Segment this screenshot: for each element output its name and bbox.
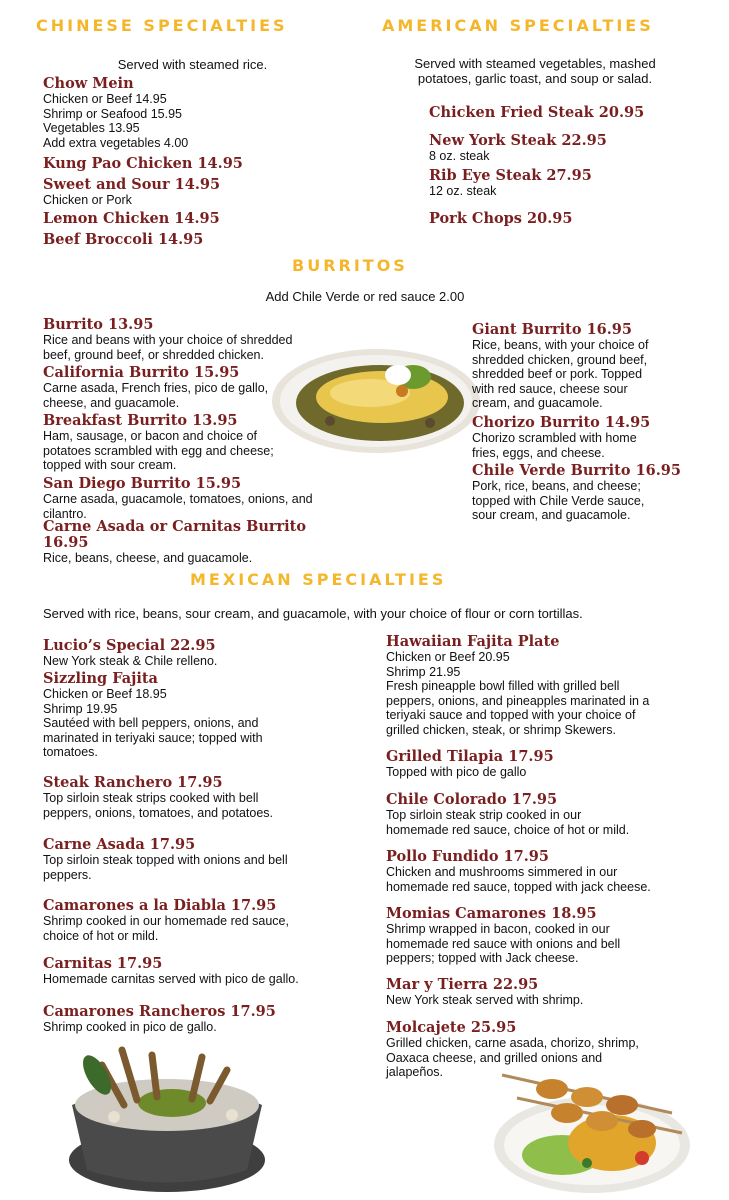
desc-line: Shrimp cooked in our homemade red sauce, [43,914,289,928]
menu-item-hawaiian-fajita [386,634,649,737]
menu-item-chow-mein [43,76,188,150]
item-name: Carnitas 17.95 [43,955,163,972]
desc-line: peppers; topped with Jack cheese. [386,951,579,965]
item-desc [429,184,592,199]
item-name: Pollo Fundido 17.95 [386,848,549,865]
item-desc [386,765,554,780]
desc-line: Shrimp or Seafood 15.95 [43,106,182,121]
item-desc [43,1020,276,1035]
menu-item-new-york-steak [429,133,607,164]
item-name: Pork Chops 20.95 [429,210,573,227]
desc-line: Shrimp wrapped in bacon, cooked in our [386,922,610,936]
item-name: Breakfast Burrito 13.95 [43,412,238,429]
desc-line: 12 oz. steak [429,184,497,198]
desc-line: Ham, sausage, or bacon and choice of [43,429,258,443]
note-line: potatoes, garlic toast, and soup or salad. [417,71,653,86]
section-title-text: BURRITOS [292,256,408,275]
menu-item-beef-broccoli [43,232,203,248]
menu-item-carne-asada [43,837,288,882]
item-name: Molcajete 25.95 [386,1019,517,1036]
skewer-plate-photo [492,1063,692,1195]
item-name: Camarones Rancheros 17.95 [43,1003,276,1020]
item-desc [43,972,299,987]
desc-line: Rice and beans with your choice of shredded [43,333,293,347]
item-desc [386,650,649,737]
item-name: Camarones a la Diabla 17.95 [43,897,277,914]
burritos-note: Add Chile Verde or red sauce 2.00 [265,289,465,304]
item-desc [43,914,289,943]
item-name: Chile Colorado 17.95 [386,791,558,808]
item-name: Kung Pao Chicken 14.95 [43,155,243,172]
desc-line: Carne asada, French fries, pico de gallo, [43,381,269,395]
mexican-specialties-title [190,570,446,589]
menu-item-camarones-diabla [43,898,289,943]
desc-line: topped with Chile Verde sauce, [472,493,645,508]
desc-line: Rice, beans, with your choice of [472,338,649,352]
menu-item-sizzling-fajita [43,671,263,760]
menu-item-lucios-special [43,638,217,669]
desc-line: beef, ground beef, or shredded chicken. [43,347,264,362]
desc-line: New York steak served with shrimp. [386,993,584,1007]
item-name: Sweet and Sour 14.95 [43,176,221,193]
menu-item-camarones-rancheros [43,1004,276,1035]
desc-line: Top sirloin steak topped with onions and bell [43,853,288,867]
menu-item-san-diego-burrito [43,476,313,521]
desc-line: Sautéed with bell peppers, onions, and [43,716,259,730]
molcajete-photo [62,1035,272,1195]
desc-line: Chicken or Beef 20.95 [386,650,510,664]
menu-item-carne-asada-burrito [43,519,313,566]
item-name: Chow Mein [43,75,134,92]
item-name: Momias Camarones 18.95 [386,905,597,922]
desc-line: with red sauce, cheese sour [472,381,628,396]
desc-line: Shrimp 21.95 [386,664,461,679]
desc-line: Chicken or Beef 18.95 [43,687,167,701]
item-desc [43,333,292,362]
desc-line: cream, and guacamole. [472,396,603,410]
item-desc [43,193,220,208]
menu-item-burrito [43,317,292,362]
item-name: Lucio’s Special 22.95 [43,637,216,654]
desc-line: shredded chicken, ground beef, [472,352,648,367]
desc-line: Chicken or Pork [43,193,132,207]
desc-line: fries, eggs, and cheese. [472,445,605,460]
item-name: Beef Broccoli 14.95 [43,231,204,248]
menu-item-sweet-sour [43,177,220,208]
item-desc [43,791,273,820]
menu-item-pork-chops [429,211,572,227]
mexican-note: Served with rice, beans, sour cream, and guacamole, with your choice of flour or corn tortillas. [43,606,583,621]
menu-item-steak-ranchero [43,775,273,820]
desc-line: homemade red sauce with onions and bell [386,936,621,951]
item-desc [43,381,268,410]
desc-line: shredded beef or pork. Topped [472,367,643,381]
american-note [375,56,695,86]
menu-item-breakfast-burrito [43,413,274,473]
desc-line: jalapeños. [386,1065,443,1079]
menu-item-pollo-fundido [386,849,651,894]
desc-line: Vegetables 13.95 [43,121,140,135]
item-name: Chorizo Burrito 14.95 [472,414,651,431]
desc-line: homemade red sauce, topped with jack cheese. [386,879,651,894]
desc-line: Fresh pineapple bowl filled with grilled bell [386,679,620,693]
menu-item-chicken-fried-steak [429,105,644,121]
chinese-note: Served with steamed rice. [117,57,268,72]
item-name: California Burrito 15.95 [43,364,240,381]
desc-line: Chicken or Beef 14.95 [43,92,167,106]
desc-line: 8 oz. steak [429,149,490,163]
item-desc [43,551,313,566]
section-title-text: CHINESE SPECIALTIES [36,16,288,35]
desc-line: tomatoes. [43,745,98,759]
section-title-text: MEXICAN SPECIALTIES [190,570,447,589]
desc-line: choice of hot or mild. [43,928,159,943]
desc-line: Top sirloin steak strips cooked with bell [43,791,259,805]
item-desc [43,654,217,669]
desc-line: cilantro. [43,506,87,521]
item-name: Mar y Tierra 22.95 [386,976,539,993]
item-name: San Diego Burrito 15.95 [43,475,242,492]
item-desc [43,853,288,882]
item-name: Hawaiian Fajita Plate [386,633,560,650]
menu-item-carnitas [43,956,299,987]
desc-line: Carne asada, guacamole, tomatoes, onions, and [43,492,313,506]
item-name: Chicken Fried Steak 20.95 [429,104,645,121]
item-desc [429,149,607,164]
item-name: Burrito 13.95 [43,316,154,333]
menu-item-chile-colorado [386,792,629,837]
desc-line: Pork, rice, beans, and cheese; [472,479,641,493]
menu-item-momias-camarones [386,906,620,966]
item-desc [386,865,651,894]
item-name: Giant Burrito 16.95 [472,321,632,338]
burritos-title [292,256,408,275]
item-name: Carne Asada or Carnitas Burrito 16.95 [43,518,307,551]
burrito-plate-photo [270,343,482,455]
item-desc [472,479,681,523]
item-name: Steak Ranchero 17.95 [43,774,223,791]
desc-line: Grilled chicken, carne asada, chorizo, shrimp, [386,1036,639,1050]
item-desc [43,492,313,521]
desc-line: Chicken and mushrooms simmered in our [386,865,618,879]
item-desc [472,338,648,411]
menu-item-giant-burrito [472,322,648,411]
desc-line: teriyaki sauce and topped with your choice of [386,708,636,722]
item-desc [43,92,188,150]
menu-item-chile-verde-burrito [472,463,681,523]
desc-line: peppers, onions, and pineapples marinated in a [386,693,650,708]
item-desc [43,687,263,760]
item-name: New York Steak 22.95 [429,132,607,149]
menu-item-lemon-chicken [43,211,220,227]
item-desc [386,993,583,1008]
desc-line: topped with sour cream. [43,458,177,472]
item-name: Grilled Tilapia 17.95 [386,748,554,765]
desc-line: Add extra vegetables 4.00 [43,135,189,150]
desc-line: cheese, and guacamole. [43,395,180,410]
item-name: Lemon Chicken 14.95 [43,210,220,227]
desc-line: peppers, onions, tomatoes, and potatoes. [43,805,274,820]
desc-line: New York steak & Chile relleno. [43,654,218,668]
menu-item-kung-pao [43,156,243,172]
section-title-text: AMERICAN SPECIALTIES [382,16,654,35]
note-line: Served with steamed vegetables, mashed [414,56,656,71]
desc-line: Oaxaca cheese, and grilled onions and [386,1050,603,1065]
desc-line: potatoes scrambled with egg and cheese; [43,443,274,458]
menu-item-chorizo-burrito [472,415,650,460]
menu-item-mar-y-tierra [386,977,583,1008]
item-name: Sizzling Fajita [43,670,158,687]
desc-line: peppers. [43,867,92,882]
desc-line: Homemade carnitas served with pico de gallo. [43,972,299,986]
menu-item-rib-eye [429,168,592,199]
menu-item-grilled-tilapia [386,749,554,780]
desc-line: Rice, beans, cheese, and guacamole. [43,551,253,565]
desc-line: grilled chicken, steak, or shrimp Skewers. [386,722,616,737]
menu-item-california-burrito [43,365,268,410]
desc-line: sour cream, and guacamole. [472,508,631,522]
item-name: Chile Verde Burrito 16.95 [472,462,681,479]
chinese-specialties-title [36,16,288,35]
desc-line: Top sirloin steak strip cooked in our [386,808,582,822]
desc-line: Shrimp 19.95 [43,701,118,716]
desc-line: marinated in teriyaki sauce; topped with [43,730,263,745]
desc-line: homemade red sauce, choice of hot or mild. [386,822,630,837]
desc-line: Chorizo scrambled with home [472,431,637,445]
item-desc [472,431,650,460]
item-name: Rib Eye Steak 27.95 [429,167,592,184]
desc-line: Topped with pico de gallo [386,765,527,779]
item-desc [386,922,620,966]
item-name: Carne Asada 17.95 [43,836,196,853]
desc-line: Shrimp cooked in pico de gallo. [43,1020,217,1034]
american-specialties-title [382,16,654,35]
item-desc [386,808,629,837]
item-desc [43,429,274,473]
